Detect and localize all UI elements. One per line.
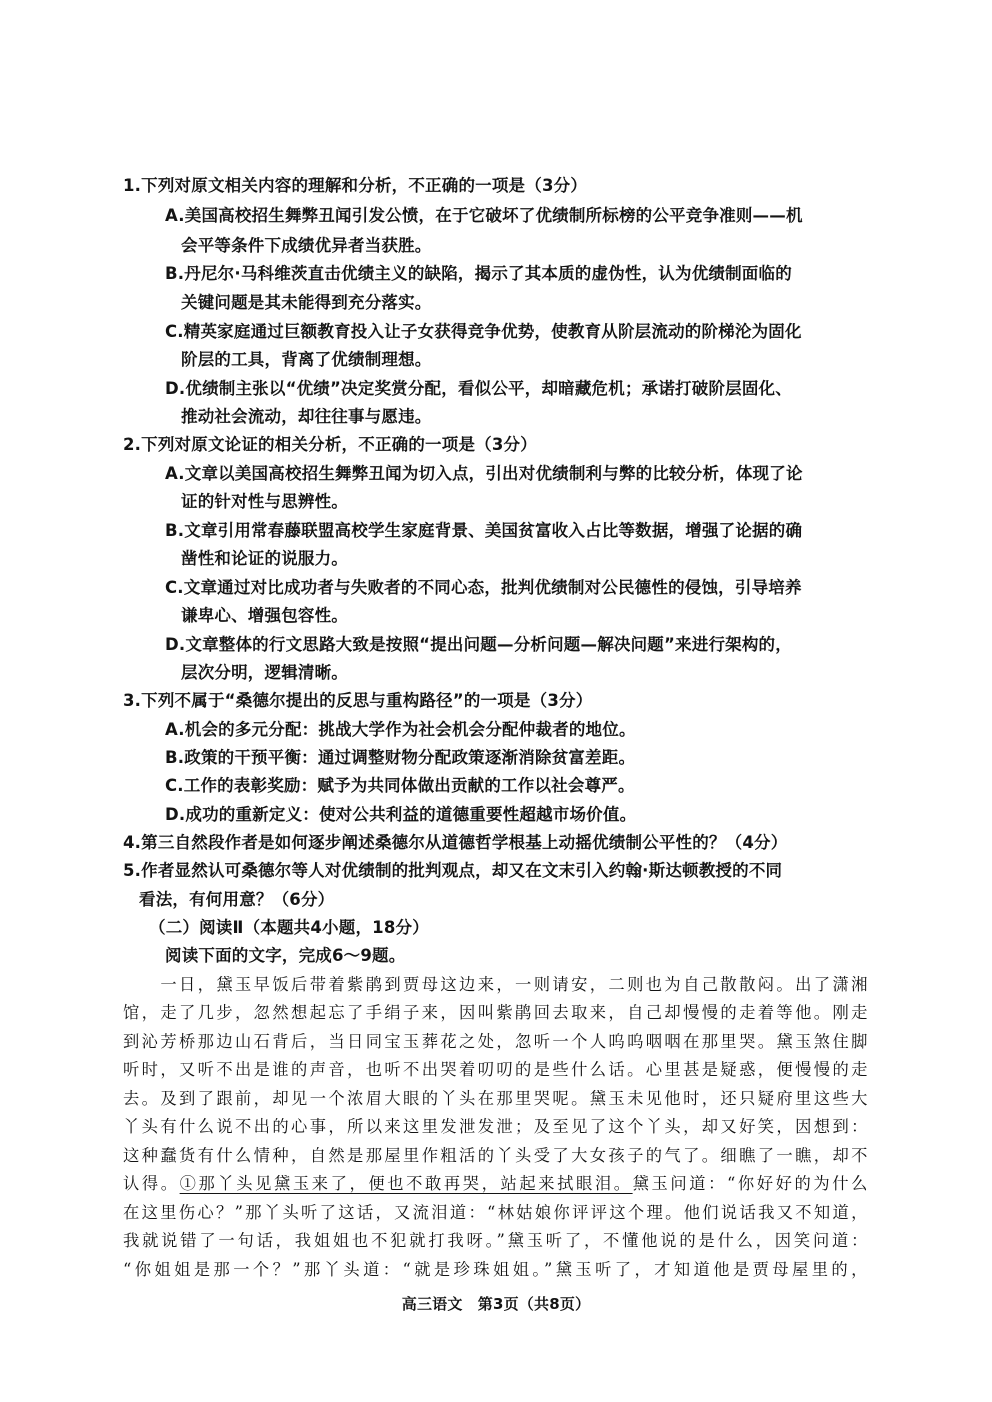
question-1-option-b: B.丹尼尔·马科维茨直击优绩主义的缺陷，揭示了其本质的虚伪性，认为优绩制面临的 bbox=[165, 264, 792, 283]
question-1-option-c-cont: 阶层的工具，背离了优绩制理想。 bbox=[181, 350, 432, 369]
question-2-option-d-cont: 层次分明，逻辑清晰。 bbox=[181, 663, 348, 682]
passage-line: 一日，黛玉早饭后带着紫鹃到贾母这边来，一则请安，二则也为自己散散闷。出了潇湘 bbox=[123, 975, 869, 994]
passage-line: “你姐姐是那一个？”那丫头道：“就是珍珠姐姐。”黛玉听了，才知道他是贾母屋里的， bbox=[123, 1260, 869, 1279]
question-1-option-d-cont: 推动社会流动，却往往事与愿违。 bbox=[181, 407, 432, 426]
question-4: 4.第三自然段作者是如何逐步阐述桑德尔从道德哲学根基上动摇优绩制公平性的？（4分） bbox=[123, 833, 788, 852]
question-3-option-c: C.工作的表彰奖励：赋予为共同体做出贡献的工作以社会尊严。 bbox=[165, 776, 635, 795]
question-5-line-1: 5.作者显然认可桑德尔等人对优绩制的批判观点，却又在文末引入约翰·斯达顿教授的不同 bbox=[123, 861, 783, 880]
question-1-option-d: D.优绩制主张以“优绩”决定奖赏分配，看似公平，却暗藏危机；承诺打破阶层固化、 bbox=[165, 379, 792, 398]
passage-line: 在这里伤心？”那丫头听了这话，又流泪道：“林姑娘你评评这个理。他们说话我又不知道， bbox=[123, 1203, 869, 1222]
question-5-line-2: 看法，有何用意？（6分） bbox=[139, 890, 335, 909]
question-2-option-c-cont: 谦卑心、增强包容性。 bbox=[181, 606, 348, 625]
question-1-option-b-cont: 关键问题是其未能得到充分落实。 bbox=[181, 293, 432, 312]
question-2-option-b: B.文章引用常春藤联盟高校学生家庭背景、美国贫富收入占比等数据，增强了论据的确 bbox=[165, 521, 803, 540]
question-3-option-d: D.成功的重新定义：使对公共利益的道德重要性超越市场价值。 bbox=[165, 805, 637, 824]
underlined-sentence-1: ①那丫头见黛玉来了，便也不敢再哭，站起来拭眼泪。 bbox=[179, 1174, 633, 1193]
passage-line: 听时，又听不出是谁的声音，也听不出哭着叨叨的是些什么话。心里甚是疑惑，便慢慢的走 bbox=[123, 1060, 869, 1079]
passage-text: 黛玉问道：“你好好的为什么 bbox=[632, 1174, 869, 1193]
question-1-option-c: C.精英家庭通过巨额教育投入让子女获得竞争优势，使教育从阶层流动的阶梯沦为固化 bbox=[165, 322, 802, 341]
passage-line: 这种蠢货有什么情种，自然是那屋里作粗活的丫头受了大女孩子的气了。细瞧了一瞧，却不 bbox=[123, 1146, 869, 1165]
passage-text: 认得。 bbox=[123, 1174, 180, 1193]
question-2-option-b-cont: 凿性和论证的说服力。 bbox=[181, 549, 348, 568]
question-2-stem: 2.下列对原文论证的相关分析，不正确的一项是（3分） bbox=[123, 435, 537, 454]
passage-line: 去。及到了跟前，却见一个浓眉大眼的丫头在那里哭呢。黛玉未见他时，还只疑府里这些大 bbox=[123, 1089, 869, 1108]
question-2-option-d: D.文章整体的行文思路大致是按照“提出问题—分析问题—解决问题”来进行架构的， bbox=[165, 635, 792, 654]
section-2-title: （二）阅读Ⅱ（本题共4小题，18分） bbox=[149, 918, 429, 937]
page-footer: 高三语文 第3页（共8页） bbox=[401, 1295, 591, 1313]
question-2-option-a-cont: 证的针对性与思辨性。 bbox=[181, 492, 348, 511]
passage-line: 馆，走了几步，忽然想起忘了手绢子来，因叫紫鹃回去取来，自己却慢慢的走着等他。刚走 bbox=[123, 1003, 869, 1022]
passage-line bbox=[123, 1173, 869, 1195]
question-1-option-a-cont: 会平等条件下成绩优异者当获胜。 bbox=[181, 236, 432, 255]
passage-line: 丫头有什么说不出的心事，所以来这里发泄发泄；及至见了这个丫头，却又好笑，因想到： bbox=[123, 1117, 869, 1136]
question-3-option-a: A.机会的多元分配：挑战大学作为社会机会分配仲裁者的地位。 bbox=[165, 720, 636, 739]
question-1-stem: 1.下列对原文相关内容的理解和分析，不正确的一项是（3分） bbox=[123, 176, 588, 195]
question-1-option-a: A.美国高校招生舞弊丑闻引发公愤，在于它破坏了优绩制所标榜的公平竞争准则——机 bbox=[165, 206, 803, 225]
section-2-instruction: 阅读下面的文字，完成6～9题。 bbox=[165, 946, 406, 965]
passage-line: 我就说错了一句话，我姐姐也不犯就打我呀。”黛玉听了，不懂他说的是什么，因笑问道： bbox=[123, 1231, 869, 1250]
question-3-stem: 3.下列不属于“桑德尔提出的反思与重构路径”的一项是（3分） bbox=[123, 691, 593, 710]
passage-line: 到沁芳桥那边山石背后，当日同宝玉葬花之处，忽听一个人呜呜咽咽在那里哭。黛玉煞住脚 bbox=[123, 1032, 869, 1051]
question-2-option-a: A.文章以美国高校招生舞弊丑闻为切入点，引出对优绩制利与弊的比较分析，体现了论 bbox=[165, 464, 803, 483]
question-3-option-b: B.政策的干预平衡：通过调整财物分配政策逐渐消除贫富差距。 bbox=[165, 748, 636, 767]
question-2-option-c: C.文章通过对比成功者与失败者的不同心态，批判优绩制对公民德性的侵蚀，引导培养 bbox=[165, 578, 802, 597]
